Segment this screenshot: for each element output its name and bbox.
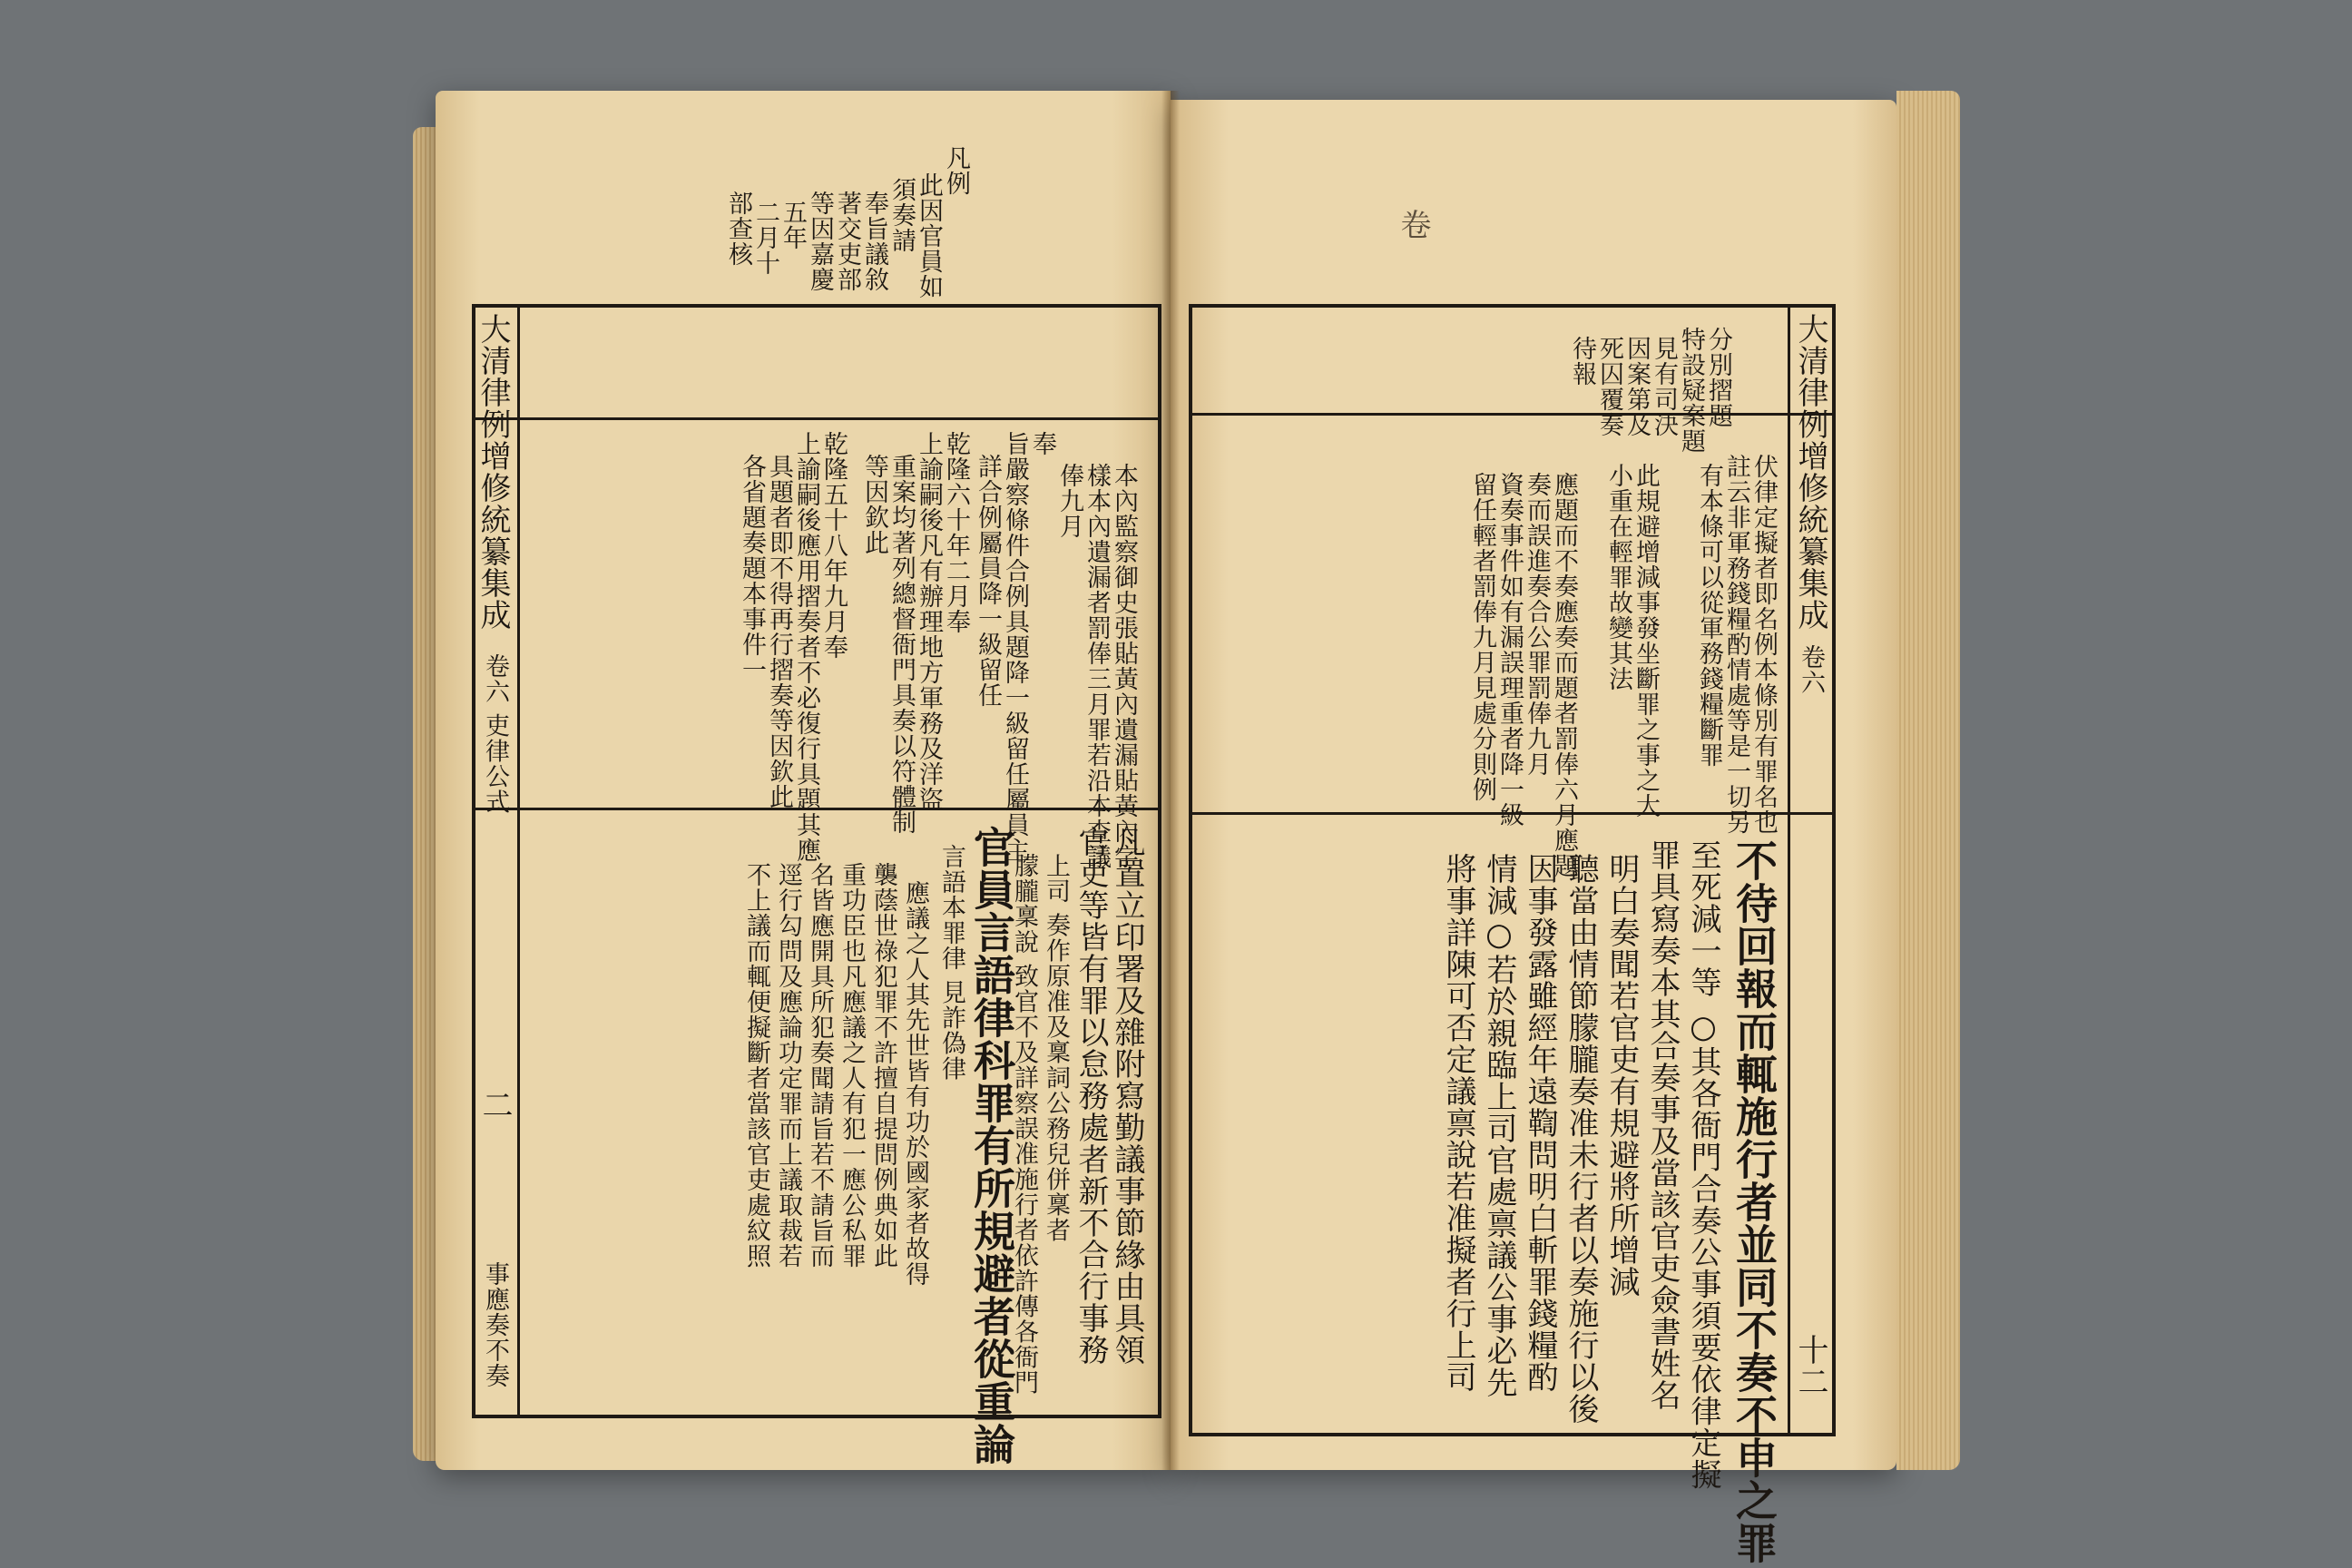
right-upper-col: 死囚覆奏 [1595,336,1623,437]
left-centre-column-line [517,304,520,1415]
right-lower-col: 將事詳陳可否定議禀說若准擬者行上司 [1440,853,1476,1393]
left-page [436,91,1171,1470]
right-centre-column-line [1788,304,1790,1433]
right-page [1171,100,1896,1564]
header-col-6: 五年 [779,200,807,250]
right-upper-col: 此規避增減事發坐斷罪之事之大 [1632,463,1660,818]
right-lower-col: 至死減一等 ○其各衙門合奏公事須要依律定擬 [1685,839,1721,1491]
left-fish-tail-label: 卷六 吏律公式 [481,653,509,815]
left-upper-col: 奉 [1028,431,1056,456]
right-lower-col: 不待回報而輒施行者並同不奏不申之罪 [1730,839,1779,1564]
right-upper-col: 留任輕者罰俸九月見處分則例 [1468,472,1496,802]
left-upper-col: 等因欽此 [860,454,888,555]
left-lower-col: 名皆應開具所犯奏聞請旨若不請旨而 [806,862,834,1269]
right-lower-col: 罪具寫奏本其合奏事及當該官吏僉書姓名 [1644,839,1681,1411]
right-upper-col: 有本條可以從軍務錢糧斷罪 [1695,463,1723,768]
left-upper-col: 上諭嗣後凡有辦理地方軍務及洋盜 [915,431,943,812]
right-lower-col: 明白奏聞若官吏有規避將所增減 [1603,853,1640,1298]
right-upper-col: 註云非軍務錢糧酌情處等是一切另 [1722,454,1750,835]
left-upper-col: 旨嚴察條件合例具題降一級留任屬員主 [1001,431,1029,863]
right-page-edges [1896,91,1960,1470]
header-col-4: 著交吏部 [833,191,861,292]
left-upper-col: 本內監察御史張貼黃內遺漏貼黃內字 [1110,463,1138,869]
right-upper-col: 伏律定擬者即名例本條別有罪名也 [1749,454,1778,835]
right-upper-col: 奏而誤進奏合公罪罰俸九月 [1523,472,1551,777]
header-col-7: 二月十 [751,200,779,276]
left-upper-col: 重案均著列總督衙門具奏以符體制 [887,454,916,835]
left-leaf-mark: 二 [476,1089,513,1121]
book-gutter [1161,91,1180,1470]
right-lower-col: 因事發露雖經年遠鞫問明白斬罪錢糧酌 [1522,853,1558,1393]
left-lower-col: 朦朧稟說 致官不及詳察誤准施行者依許傳各衙門 [1010,853,1038,1396]
left-upper-col: 乾隆五十八年九月奉 [819,431,848,660]
right-upper-col: 應題而不奏應奏而題者罰俸六月應題 [1550,472,1578,878]
right-fish-tail-label: 卷六 [1797,644,1825,695]
left-lower-col: 上司 奏作原准及稟詞公務兒併稟者 [1042,853,1070,1243]
header-col-2: 須奏請 [887,177,916,253]
header-col-1: 此因官員如 [915,172,943,299]
left-upper-col: 詳合例屬員降一級留任 [974,454,1002,708]
header-col-8: 部查核 [724,191,752,267]
header-col-3: 奉旨議敘 [860,191,888,292]
header-col-0: 凡例 [942,145,970,196]
left-upper-col: 各省題奏題本事件一 [738,454,766,682]
left-lower-col: 應議之人其先世皆有功於國家者故得 [901,880,929,1287]
left-upper-col: 乾隆六十年二月奉 [942,431,970,634]
left-lower-col: 言語本罪律 見詐偽律 [937,844,965,1082]
left-upper-col: 上諭嗣後應用摺奏者不必復行具題其應 [792,431,820,863]
left-upper-col: 俸九月 [1055,463,1083,539]
right-upper-col: 資奏事件如有漏誤理重者降一級 [1495,472,1524,828]
left-lower-col: 不上議而輒便擬斷者當該官吏處紋照 [742,862,770,1269]
right-header-mark: 卷 [1395,209,1431,240]
left-upper-col: 具題者即不得再行摺奏等因欽此 [765,454,793,809]
right-upper-col: 特設疑案題 [1677,327,1705,454]
left-running-title: 大清律例增修統纂集成 [475,313,511,631]
right-lower-col: 聽當由情節朦朧奏准未行者以奏施行以後 [1563,853,1599,1425]
right-upper-rule [1189,413,1832,416]
left-lower-col: 逕行勾問及應論功定罪而上議取裁若 [774,862,802,1269]
left-upper-rule [472,417,1158,420]
right-upper-col: 因案第及 [1622,336,1651,437]
right-running-title: 大清律例增修統纂集成 [1792,313,1828,631]
left-lower-col: 凡置立印署及雜附寫勤議事節緣由具領 [1109,826,1145,1366]
right-upper-col: 小重在輕罪故變其法 [1604,463,1632,691]
right-upper-col: 分別摺題 [1704,327,1732,428]
right-leaf-mark: 十二 [1792,1334,1828,1397]
right-upper-col: 待報 [1568,336,1596,387]
right-lower-col: 情減○若於親臨上司官處禀議公事必先 [1481,853,1517,1398]
left-lower-col: 重功臣也凡應議之人有犯一應公私罪 [838,862,866,1269]
left-lower-col: 襲蔭世祿犯罪不許擅自提問例典如此 [869,862,897,1269]
left-upper-col: 樣本內遺漏者罰俸三月罪若沿本查議 [1083,463,1111,869]
header-col-5: 等因嘉慶 [806,191,834,292]
left-bottom-note: 事應奏不奏 [481,1261,509,1388]
right-upper-col: 見有司決 [1650,336,1678,437]
left-lower-col: 官員言語律科罪有所規避者從重論 [967,826,1016,1465]
left-lower-col: 官吏等皆有罪以怠務處者新不合行事務 [1073,826,1109,1366]
